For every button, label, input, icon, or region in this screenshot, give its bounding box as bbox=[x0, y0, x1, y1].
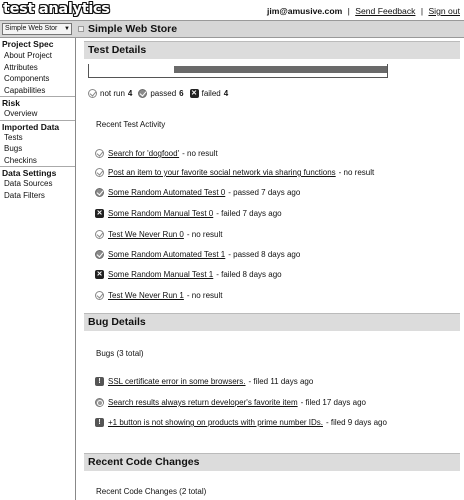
code-changes-total-label: Recent Code Changes (2 total) bbox=[96, 487, 207, 496]
sidebar-section-title: Project Spec bbox=[2, 39, 54, 49]
bug-filed: - filed 9 days ago bbox=[326, 418, 387, 427]
not-run-icon bbox=[95, 168, 104, 177]
bug-row bbox=[95, 377, 313, 386]
top-bar bbox=[0, 0, 464, 20]
not-run-icon bbox=[95, 230, 104, 239]
test-activity-row bbox=[95, 270, 282, 279]
passed-count: 6 bbox=[179, 89, 184, 98]
project-selector-value: Simple Web Stor bbox=[5, 25, 58, 32]
bug-filed: - filed 11 days ago bbox=[248, 377, 314, 386]
failed-count: 4 bbox=[223, 89, 229, 98]
separator: | bbox=[420, 6, 424, 16]
project-bar bbox=[0, 20, 464, 38]
test-result: - passed 7 days ago bbox=[228, 188, 301, 197]
sidebar-item-bugs[interactable]: Bugs bbox=[4, 144, 23, 153]
project-icon bbox=[78, 26, 84, 32]
not-run-count: 4 bbox=[127, 89, 133, 98]
sidebar-item-overview[interactable]: Overview bbox=[4, 109, 38, 118]
sidebar-section-title: Imported Data bbox=[0, 120, 75, 132]
bug-row bbox=[95, 398, 366, 407]
test-activity-row bbox=[95, 291, 222, 300]
test-link[interactable]: Test We Never Run 0 bbox=[108, 230, 184, 239]
sidebar-item-capabilities[interactable]: Capabilities bbox=[4, 85, 46, 95]
failed-label: failed bbox=[201, 89, 221, 98]
test-link[interactable]: Some Random Manual Test 1 bbox=[108, 270, 214, 279]
sidebar-item-data-filters[interactable]: Data Filters bbox=[4, 190, 45, 200]
test-link[interactable]: Test We Never Run 1 bbox=[108, 291, 184, 300]
app-logo[interactable]: test analytics bbox=[3, 1, 110, 17]
bug-link[interactable]: +1 button is not showing on products with prime number IDs. bbox=[108, 418, 323, 427]
sidebar-item-checkins[interactable]: Checkins bbox=[4, 155, 37, 165]
bug-row bbox=[95, 418, 387, 427]
project-selector[interactable] bbox=[2, 23, 72, 35]
test-activity-row bbox=[95, 230, 222, 239]
search-icon bbox=[95, 398, 104, 407]
bug-link[interactable]: Search results always return developer's favorite item bbox=[108, 398, 298, 407]
bug-link[interactable]: SSL certificate error in some browsers. bbox=[108, 377, 246, 386]
sidebar-item-attributes[interactable]: Attributes bbox=[4, 62, 38, 72]
test-activity-row bbox=[95, 188, 300, 197]
not-run-icon bbox=[95, 149, 104, 158]
sidebar-section-title: Data Settings bbox=[0, 166, 75, 178]
separator: | bbox=[347, 6, 350, 16]
passed-label: passed bbox=[150, 89, 177, 98]
sidebar-item-data-sources[interactable]: Data Sources bbox=[4, 179, 53, 188]
test-progress-bar bbox=[88, 64, 388, 78]
passed-icon bbox=[95, 188, 104, 197]
recent-test-activity-label: Recent Test Activity bbox=[96, 120, 166, 129]
test-result: - no result bbox=[186, 291, 223, 300]
sign-out-link[interactable]: Sign out bbox=[428, 6, 460, 16]
project-title: Simple Web Store bbox=[88, 23, 178, 35]
user-email: jim@amusive.com bbox=[266, 6, 343, 16]
test-link[interactable]: Some Random Automated Test 1 bbox=[108, 250, 226, 259]
test-result: - failed 8 days ago bbox=[216, 270, 282, 279]
not-run-icon bbox=[95, 291, 104, 300]
test-activity-row bbox=[95, 250, 300, 259]
bug-icon: ! bbox=[95, 418, 104, 427]
code-changes-heading: Recent Code Changes bbox=[84, 453, 460, 471]
test-link[interactable]: Some Random Automated Test 0 bbox=[108, 188, 226, 197]
not-run-label: not run bbox=[100, 89, 125, 98]
failed-icon: ✕ bbox=[191, 90, 198, 97]
test-link[interactable]: Search for 'dogfood' bbox=[108, 149, 180, 158]
sidebar-item-about-project[interactable]: About Project bbox=[4, 51, 53, 60]
test-result: - no result bbox=[182, 149, 218, 158]
test-summary bbox=[88, 89, 231, 98]
failed-icon: ✕ bbox=[96, 271, 103, 278]
test-link[interactable]: Post an item to your favorite social network via sharing functions bbox=[108, 168, 336, 177]
bug-details-heading: Bug Details bbox=[84, 313, 460, 331]
chevron-down-icon: ▼ bbox=[64, 26, 70, 32]
test-link[interactable]: Some Random Manual Test 0 bbox=[108, 209, 214, 218]
sidebar bbox=[0, 38, 76, 500]
passed-icon bbox=[138, 89, 147, 98]
bug-icon: ! bbox=[95, 377, 104, 386]
sidebar-section-title: Risk bbox=[0, 96, 75, 108]
test-activity-row bbox=[95, 209, 282, 218]
passed-icon bbox=[95, 250, 104, 259]
test-result: - failed 7 days ago bbox=[216, 209, 282, 218]
not-run-icon bbox=[88, 89, 97, 98]
test-activity-row bbox=[95, 149, 218, 158]
test-details-heading: Test Details bbox=[84, 41, 460, 59]
bugs-total-label: Bugs (3 total) bbox=[96, 349, 144, 358]
bug-filed: - filed 17 days ago bbox=[300, 398, 366, 407]
test-progress-fill bbox=[174, 66, 387, 73]
test-result: - no result bbox=[186, 230, 223, 239]
test-result: - passed 8 days ago bbox=[228, 250, 301, 259]
test-result: - no result bbox=[338, 168, 375, 177]
test-activity-row bbox=[95, 168, 374, 177]
sidebar-item-components[interactable]: Components bbox=[4, 74, 50, 83]
sidebar-item-tests[interactable]: Tests bbox=[4, 132, 23, 142]
account-bar bbox=[267, 6, 460, 16]
failed-icon: ✕ bbox=[96, 210, 103, 217]
send-feedback-link[interactable]: Send Feedback bbox=[355, 6, 416, 16]
